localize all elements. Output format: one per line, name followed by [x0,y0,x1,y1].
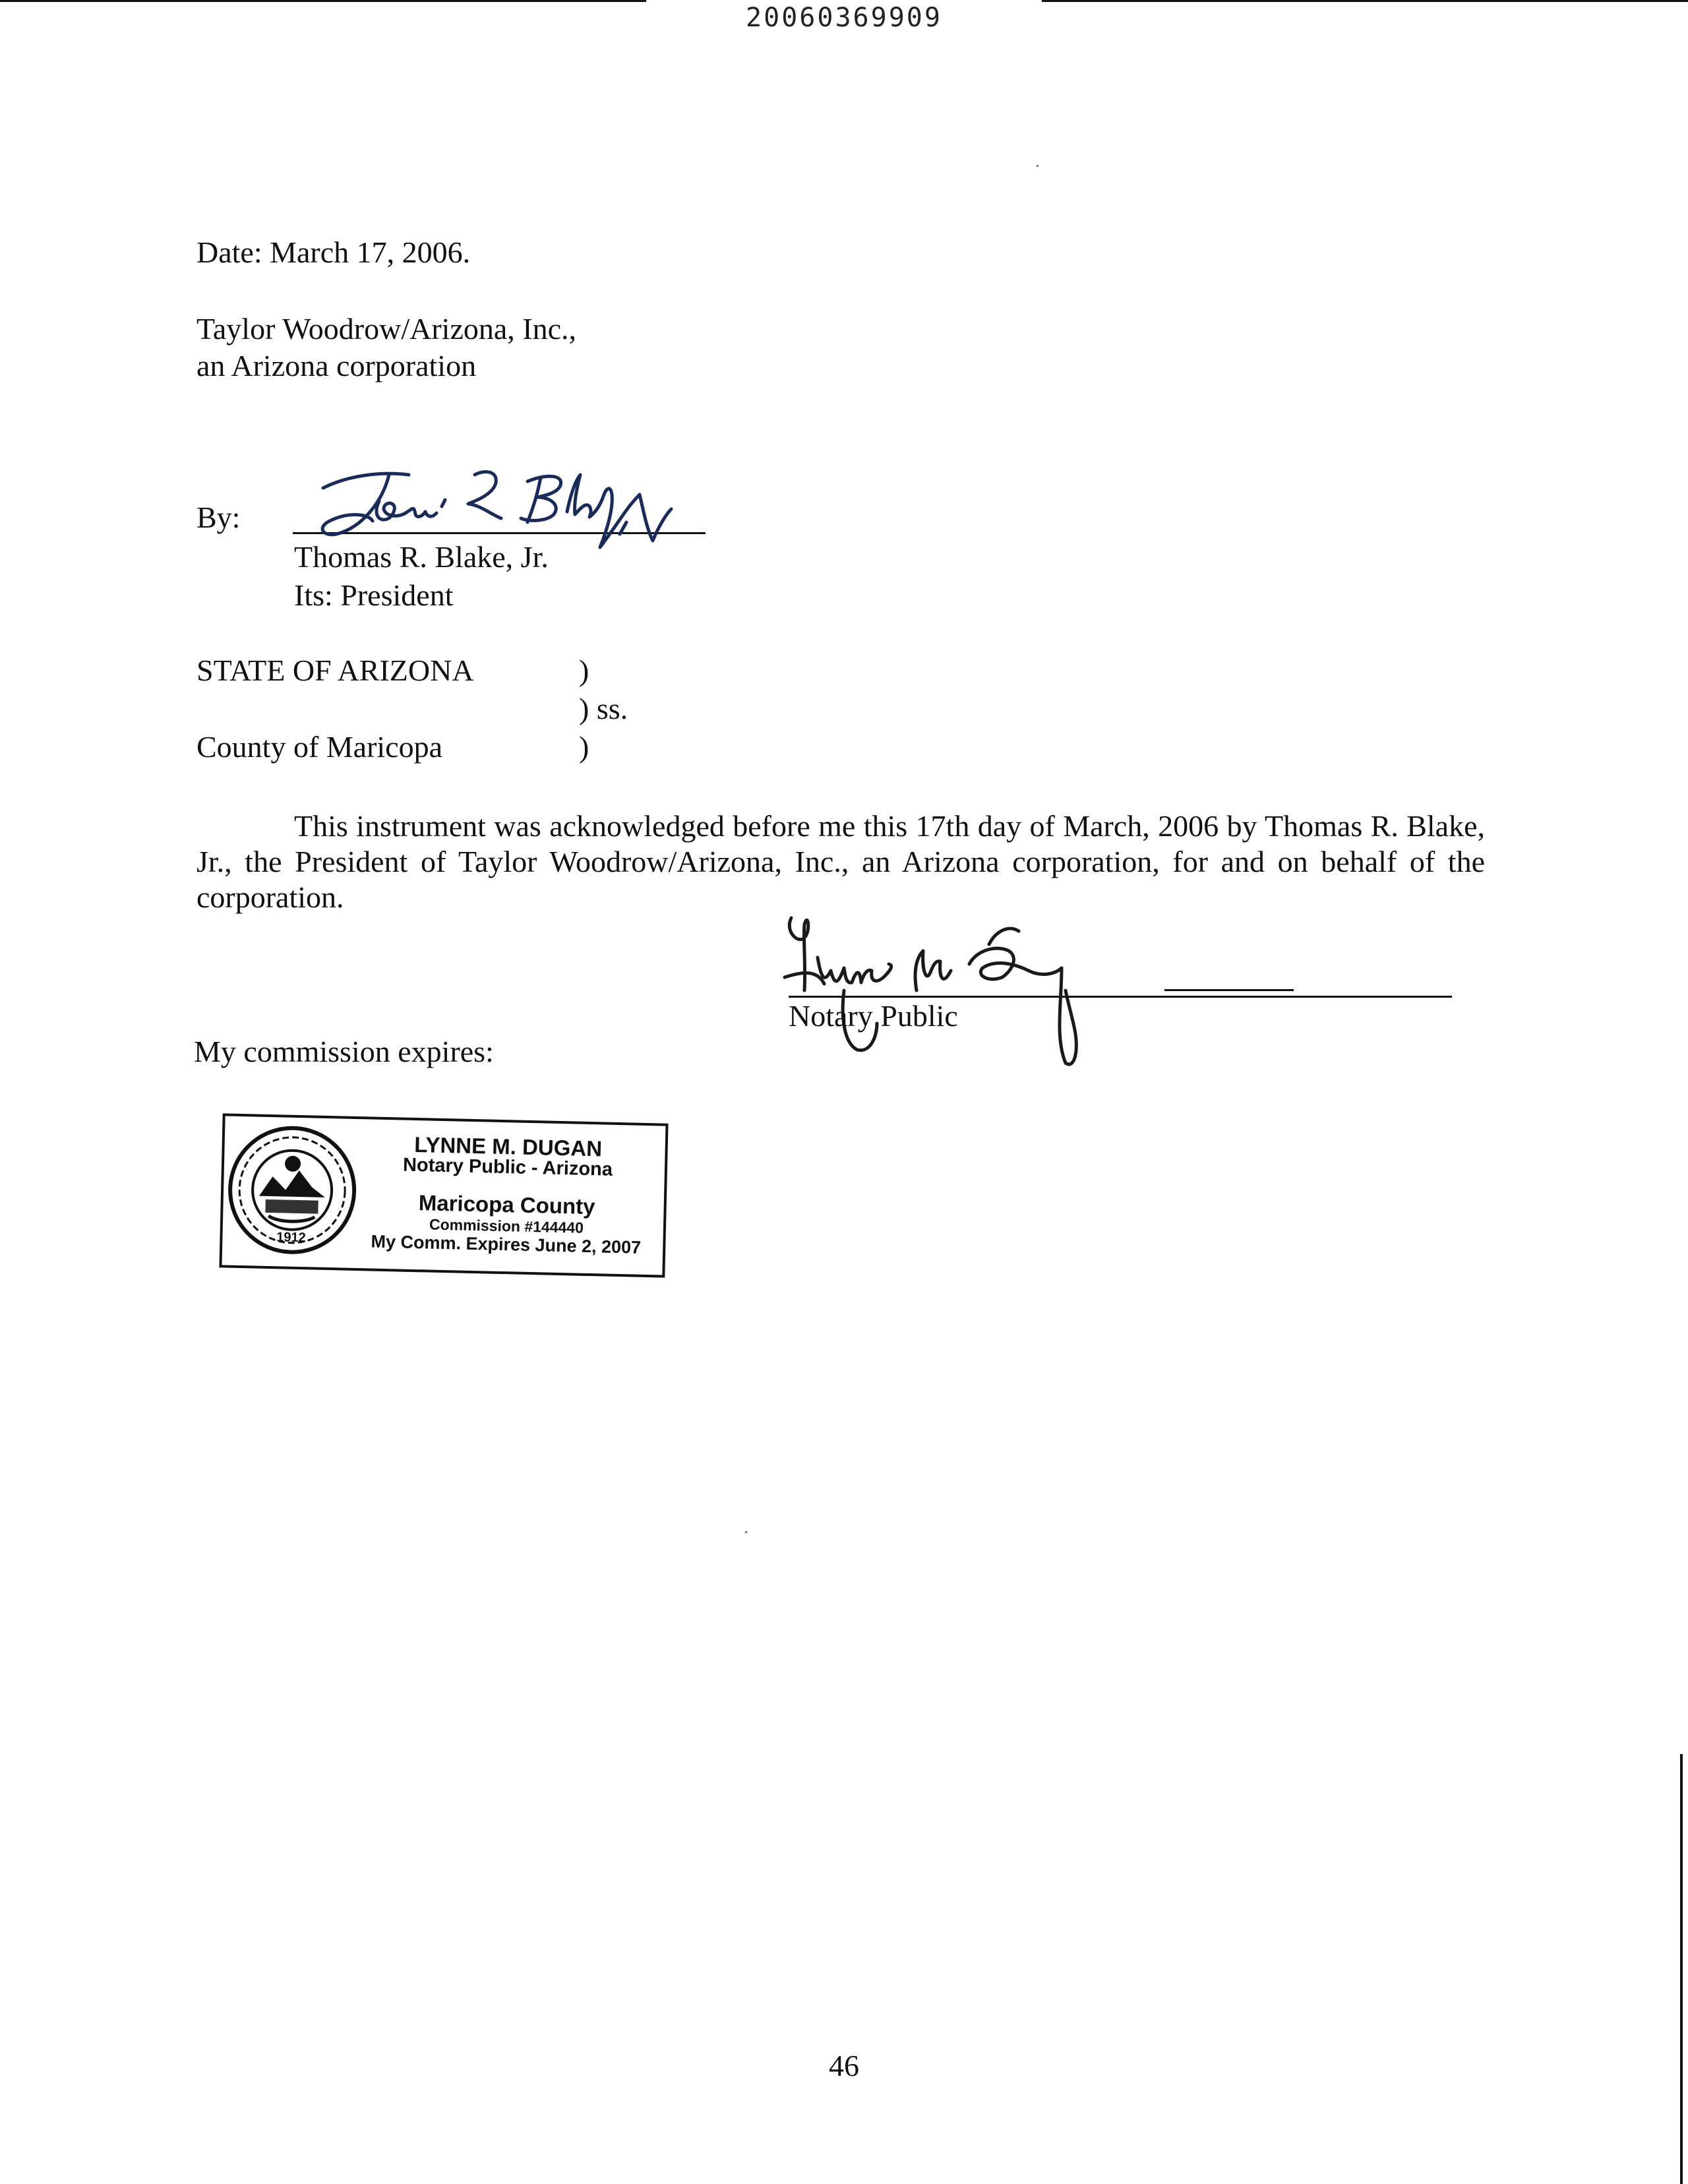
notary-stamp [219,1113,668,1277]
acknowledgment-paragraph: This instrument was acknowledged before me this 17th day of March, 2006 by Thomas R. Blake, Jr., the President of Taylor Woodrow/Arizona, Inc., an Arizona corporation, for and on behalf of the corporation. [196,809,1485,914]
venue-paren: ) [579,653,589,687]
scan-speck [745,1531,747,1533]
stamp-notary-name: LYNNE M. DUGAN [413,1132,603,1161]
notary-signature-stroke [1164,989,1294,991]
commission-expires-label: My commission expires: [194,1035,494,1068]
page-number: 46 [829,2049,859,2082]
by-label: By: [196,501,241,534]
scan-border-top-left [0,0,646,2]
venue-ss: ) ss. [579,692,628,725]
notary-public-label: Notary Public [789,999,958,1033]
svg-text:1912: 1912 [276,1230,306,1246]
stamp-county: Maricopa County [418,1190,595,1219]
scan-border-top-right [1042,0,1688,2]
recording-number: 20060369909 [746,3,942,33]
stamp-commission-number: Commission #144440 [429,1215,584,1236]
signer-title: Its: President [294,578,454,612]
scan-border-right [1680,1754,1683,2184]
venue-county: County of Maricopa [196,730,443,764]
stamp-notary-title: Notary Public - Arizona [402,1154,613,1180]
notary-signature [778,905,1174,1076]
venue-state: STATE OF ARIZONA [196,653,474,687]
arizona-seal-icon [225,1123,359,1258]
company-name: Taylor Woodrow/Arizona, Inc., [196,312,577,346]
company-type: an Arizona corporation [196,349,477,382]
date-line: Date: March 17, 2006. [196,235,471,269]
venue-paren: ) [579,730,589,764]
signer-name: Thomas R. Blake, Jr. [294,540,549,574]
scan-speck [1037,165,1039,167]
stamp-expiration: My Comm. Expires June 2, 2007 [371,1231,642,1258]
